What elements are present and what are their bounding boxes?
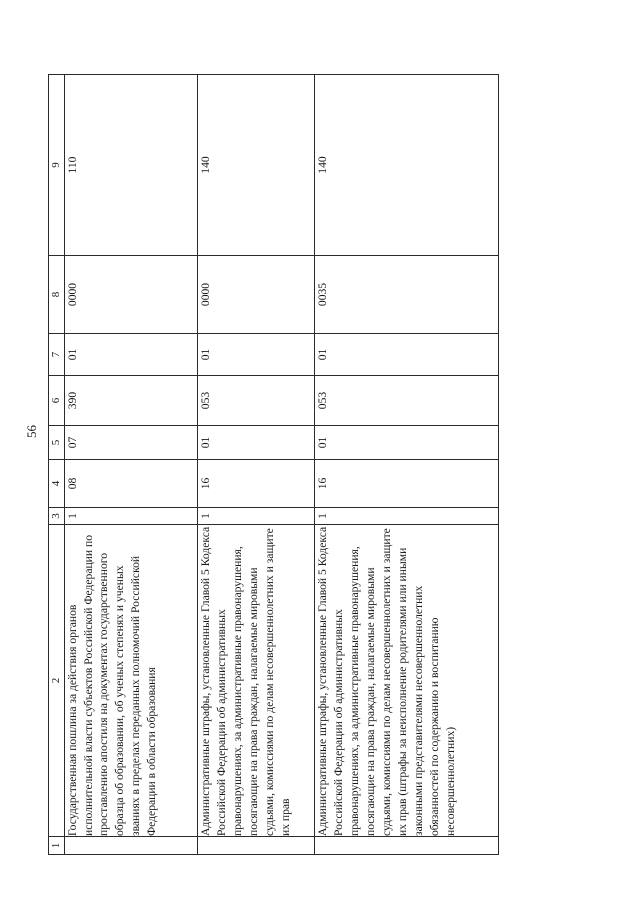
cell-col6: 390	[64, 376, 197, 426]
cell-col4: 08	[64, 460, 197, 508]
cell-col5: 01	[197, 426, 314, 460]
table-header-row	[49, 75, 65, 855]
cell-col8: 0000	[197, 256, 314, 334]
table-row	[314, 75, 498, 855]
cell-col5: 01	[314, 426, 498, 460]
page-number: 56	[24, 425, 39, 438]
column-header: 9	[49, 75, 65, 256]
cell-col5: 07	[64, 426, 197, 460]
cell-col9: 140	[314, 75, 498, 256]
cell-col6: 053	[197, 376, 314, 426]
cell-col3: 1	[314, 508, 498, 525]
cell-col3: 1	[197, 508, 314, 525]
cell-col1	[197, 837, 314, 855]
cell-col8: 0000	[64, 256, 197, 334]
column-header: 2	[49, 525, 65, 837]
cell-col3: 1	[64, 508, 197, 525]
table-row	[197, 75, 314, 855]
cell-col9: 110	[64, 75, 197, 256]
revenue-codes-table	[48, 74, 499, 855]
column-header: 6	[49, 376, 65, 426]
cell-col1	[314, 837, 498, 855]
cell-col7: 01	[64, 334, 197, 376]
cell-description: Государственная пошлина за действия органов исполнительной власти субъектов Российской Федерации по проставлению апостиля на документах государственного образца об образовании, об ученых степенях и ученых званиях в пределах переданных полномочий Российской Федерации в области образования	[64, 525, 197, 837]
cell-col8: 0035	[314, 256, 498, 334]
cell-col9: 140	[197, 75, 314, 256]
cell-col4: 16	[197, 460, 314, 508]
column-header: 8	[49, 256, 65, 334]
cell-description: Административные штрафы, установленные Главой 5 Кодекса Российской Федерации об административных правонарушениях, за административные правонарушения, посягающие на права граждан, налагаемые мировыми судьями, комиссиями по делам несовершеннолетних и защите их прав	[197, 525, 314, 837]
cell-col1	[64, 837, 197, 855]
cell-col7: 01	[314, 334, 498, 376]
cell-col4: 16	[314, 460, 498, 508]
cell-col6: 053	[314, 376, 498, 426]
column-header: 7	[49, 334, 65, 376]
cell-description: Административные штрафы, установленные Главой 5 Кодекса Российской Федерации об административных правонарушениях, за административные правонарушения, посягающие на права граждан, налагаемые мировыми судьями, комиссиями по делам несовершеннолетних и защите их прав (штрафы за неисполнение родителями или иными законными представителями несовершеннолетних обязанностей по содержанию и воспитанию несовершеннолетних)	[314, 525, 498, 837]
column-header: 1	[49, 837, 65, 855]
column-header: 4	[49, 460, 65, 508]
column-header: 5	[49, 426, 65, 460]
cell-col7: 01	[197, 334, 314, 376]
rotated-table-container	[48, 75, 499, 855]
table-row	[64, 75, 197, 855]
column-header: 3	[49, 508, 65, 525]
